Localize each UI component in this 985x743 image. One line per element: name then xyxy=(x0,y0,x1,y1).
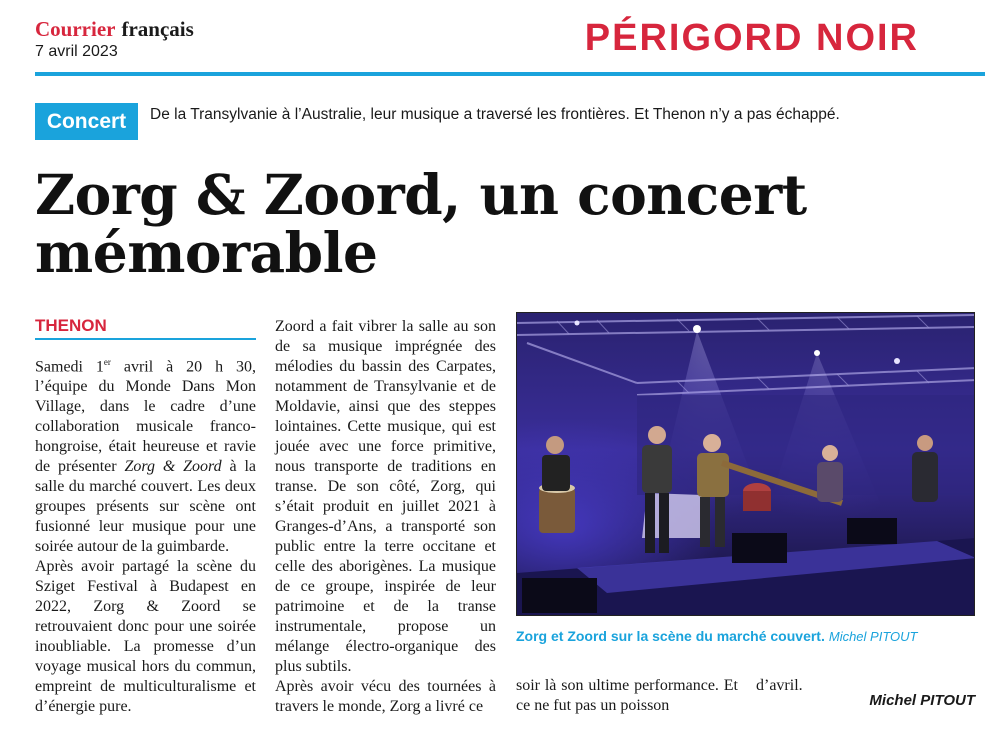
paragraph-4: Après avoir vécu des tournées à travers le monde, Zorg a livré ce xyxy=(275,678,496,715)
masthead xyxy=(35,18,194,62)
text-run: à la salle du marché couvert. Les deux groupes présents sur scène ont fusionné leur musique pour une soirée autour de la guimbarde. xyxy=(35,458,257,556)
paragraph-2: Après avoir partagé la scène du Sziget Festival à Budapest en 2022, Zorg & Zoord se retrouvaient donc pour une soirée inoubliable. La promesse d’un voyage musical hors du commun, empreint de multiculturalisme et d’énergie pure. xyxy=(35,558,256,716)
article-column-3: soir là son ultime performance. Et ce ne fut pas un poisson xyxy=(516,677,738,714)
issue-date: 7 avril 2023 xyxy=(35,43,118,60)
headline-line-2: mémorable xyxy=(35,220,378,285)
text-run: avril à 20 h 30, l’équipe du Monde Dans Mon Village, dans le cadre d’une collaboration musicale franco-hongroise, était heureuse et ravie de présenter xyxy=(35,358,256,476)
concert-photo xyxy=(516,312,975,616)
brand-part-2: français xyxy=(121,17,194,41)
dateline-divider xyxy=(35,338,256,340)
photo-caption xyxy=(516,628,975,644)
article-column-2 xyxy=(275,317,496,717)
newspaper-logo xyxy=(35,18,194,40)
caption-text: Zorg et Zoord sur la scène du marché couvert. xyxy=(516,628,825,644)
header-divider xyxy=(35,72,985,76)
article-column-4: d’avril. xyxy=(756,677,803,694)
text-run: Samedi 1 xyxy=(35,358,104,376)
article-headline xyxy=(35,162,935,285)
kicker-label: Concert xyxy=(35,103,138,140)
article-column-1 xyxy=(35,352,256,717)
paragraph-1 xyxy=(35,352,256,557)
author-byline: Michel PITOUT xyxy=(869,692,975,709)
kicker-text: De la Transylvanie à l’Australie, leur musique a traversé les frontières. Et Thenon n’y a pas échappé. xyxy=(150,106,840,123)
dateline: THENON xyxy=(35,316,107,335)
paragraph-3: Zoord a fait vibrer la salle au son de sa musique imprégnée des mélodies du bassin des Carpates, notamment de Transylvanie et de Moldavie, ainsi que des steppes lointaines. Cette musique, qui est jouée avec une force primitive, nous transporte de traditions en transe. De son côté, Zorg, qui s’était produit en juillet 2021 à Granges-d’Ans, a transporté son public entre la terre occitane et celle des aborigènes. La musique de ce groupe, inspirée de leur patrimoine et de la transe instrumentale, propose un mélange électro-organique des plus subtils. xyxy=(275,318,496,675)
section-title: PÉRIGORD NOIR xyxy=(584,17,919,59)
headline-line-1: Zorg & Zoord, un concert xyxy=(35,162,807,227)
photo-credit: Michel PITOUT xyxy=(828,629,918,644)
superscript: er xyxy=(103,357,111,367)
band-name-emphasis: Zorg & Zoord xyxy=(124,458,222,476)
brand-part-1: Courrier xyxy=(35,17,116,41)
